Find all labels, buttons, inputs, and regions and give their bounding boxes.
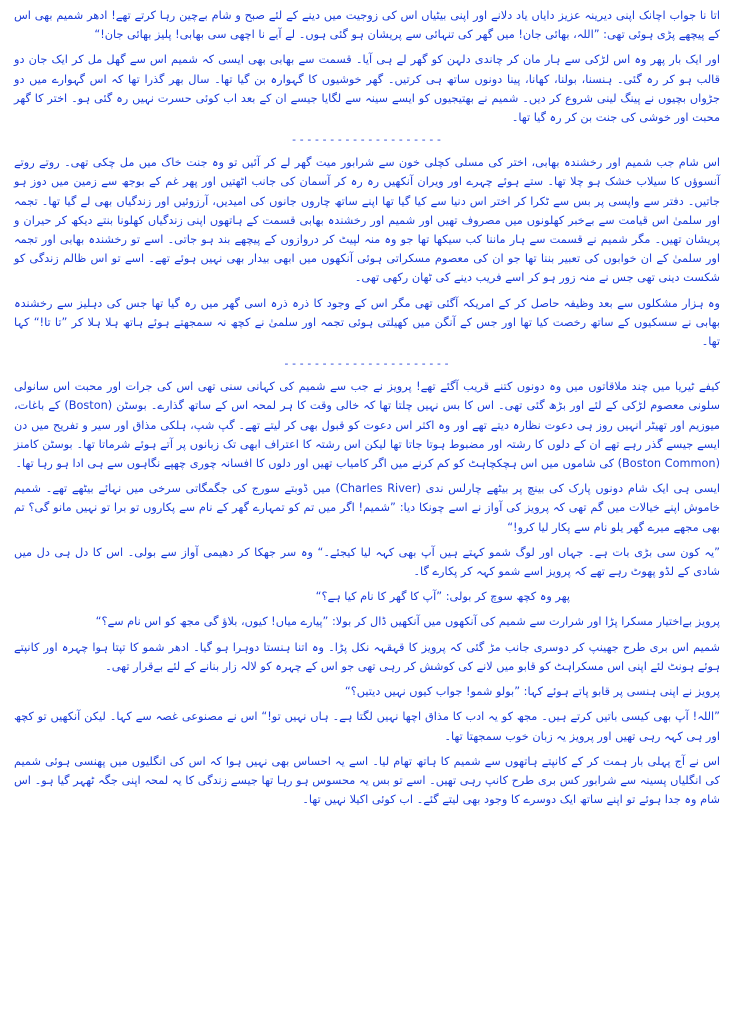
paragraph-1: اتا نا جواب اچانک اپنی دیرینہ عزیز دایاں یاد دلانے اور اپنی بیٹیاں اس کی زوجیت میں دینے کے لئے صبح و شام بےچین رہا کرتے تھے! ادھر شمیم بھی اس کے پیچھے پڑی ہوئی تھی: ”اللہ، بھائی جان! میں گھر کی تنہائی سے پریشان ہو گئی ہوں۔ لے آیے نا اچھی سی بھابی! پلیز بھائی جان!“ (14, 9, 720, 42)
paragraph-12: اس نے آج پہلی بار ہمت کر کے کانپتے ہاتھوں سے شمیم کا ہاتھ تھام لیا۔ اسے یہ احساس بھی نہیں ہوا کہ اس کی انگلیوں میں پھنسی ہوئی شمیم کی انگلیاں پسینہ سے شرابور کس بری طرح کانپ رہی تھیں۔ اسے تو بس یہ محسوس ہو رہا تھا جیسے زندگی کا یہ لمحہ اپنی جگہ ٹھہر گیا ہو۔ اس شام وہ جدا ہوئے تو اپنے ساتھ ایک دوسرے کا وجود بھی لیتے گئے۔ اب کوئی اکیلا نہیں تھا۔ (14, 754, 720, 807)
paragraph-6: ایسی ہی ایک شام دونوں پارک کی بینچ پر بیٹھے چارلس ندی (Charles River) میں ڈوبتے سورج کی جگمگاتی سرخی میں نہائے بیٹھے تھے۔ شمیم خاموش اپنے خیالات میں گم تھی کہ پرویز کی آواز نے اسے چونکا دیا: ”شمیم! اگر میں تم کو تمہارے گھر کے نام سے پکاروں تو برا تو نہیں مانو گی؟ تم بھی مجھے میرے گھر یلو نام سے پکار لیا کرو!“ (14, 482, 720, 534)
section-separator-1: -------------------- (290, 133, 444, 147)
dialog-line-1: پھر وہ کچھ سوچ کر بولی: ”آپ کا گھر کا نام کیا ہے؟“ (315, 590, 570, 604)
paragraph-8: پرویز بےاختیار مسکرا پڑا اور شرارت سے شمیم کی آنکھوں میں آنکھیں ڈال کر بولا: ”پیارے میاں! کیوں، بلاؤ گی مجھ کو اس نام سے؟“ (95, 615, 720, 629)
paragraph-4: وہ ہزار مشکلوں سے بعد وظیفہ حاصل کر کے امریکہ آگئی تھی مگر اس کے وجود کا ذرہ ذرہ اسی گھر میں رہ گیا تھا جس کی دہلیز سے رخشندہ بھابی نے سسکیوں کے ساتھ رخصت کیا تھا اور جس کے آنگن میں کھیلتی ہوئی تجمہ اور سلمیٰ نے کچھ نہ سمجھتے ہوئے ہاتھ ہلا ہلا کر ”تا تا!“ کہا تھا۔ (14, 296, 720, 349)
paragraph-10: پرویز نے اپنی ہنسی پر قابو پاتے ہوئے کہا: ”بولو شمو! جواب کیوں نہیں دیتیں؟“ (344, 685, 720, 699)
paragraph-3: اس شام جب شمیم اور رخشندہ بھابی، اختر کی مسلی کچلی خون سے شرابور میت گھر لے کر آئیں تو وہ جنت خاک میں مل چکی تھی۔ روتے روتے آنسوؤں کا سیلاب خشک ہو چلا تھا۔ ستے ہوئے چہرے اور ویران آنکھیں رہ رہ کر آسمان کی جانب اٹھتیں اور پھر غم کے بوجھ سے زمین میں دوز ہو جاتیں۔ دفتر سے واپسی پر بس سے ٹکرا کر اختر اس دنیا سے کیا گیا تھا اپنے ساتھ چاروں جانوں کی امیدیں، آرزوئیں اور زندگیاں بھی لے گیا تھا۔ تجمہ اور سلمیٰ اس قیامت سے بےخبر کھلونوں میں مصروف تھیں اور شمیم اور رخشندہ بھابی قسمت کے ہاتھوں اپنی زندگیاں کھلونا بنتے دیکھ کر حیران و پریشان تھیں۔ مگر شمیم نے قسمت سے ہار ماننا کب سیکھا تھا جو وہ منہ لپیٹ کر دروازوں کے پیچھے بند ہو جاتی۔ اسے تو رخشندہ بھابی اور تجمہ اور سلمیٰ کے ان خوابوں کی تعبیر بننا تھا جو ان کی معصوم مسکراتی ہوئی آنکھوں میں ابھی بیدار بھی نہیں ہوئے تھے۔ اسے تو اس ظالم زندگی کو شکست دینی تھی جس نے منہ زور ہو کر اسے فریب دینے کی ٹھان رکھی تھی۔ (14, 156, 720, 285)
section-separator-2: ---------------------- (283, 357, 451, 371)
paragraph-9: شمیم اس بری طرح جھینپ کر دوسری جانب مڑ گئی کہ پرویز کا قہقہہ نکل پڑا۔ وہ اتنا ہنستا دوہرا ہو گیا۔ ادھر شمو کا تپتا ہوا چہرہ اور کانپتے ہوئے ہونٹ لئے اپنی اس مسکراہٹ کو قابو میں لانے کی کوشش کر رہی تھی جو اس کے چہرہ کو لالہ زار بنانے کے لئے بےقرار تھی۔ (14, 640, 720, 673)
paragraph-11: ”اللہ! آپ بھی کیسی باتیں کرتے ہیں۔ مجھ کو یہ ادب کا مذاق اچھا نہیں لگتا ہے۔ ہاں نہیں تو!“ اس نے مصنوعی غصہ سے کہا۔ لیکن آنکھیں تو کچھ اور ہی کہہ رہی تھیں اور پرویز یہ زبان خوب سمجھتا تھا۔ (14, 710, 720, 743)
paragraph-2: اور ایک بار پھر وہ اس لڑکی سے ہار مان کر چاندی دلہن کو گھر لے ہی آیا۔ قسمت سے بھابی بھی ایسی کہ شمیم اس سے گھل مل کر ایک جان دو قالب ہو کر رہ گئی۔ ہنسنا، بولنا، کھانا، پینا دونوں ساتھ ہی کرتیں۔ گھر خوشیوں کا گہوارہ بن گیا تھا۔ سال بھر گذرا تھا کہ اس گہوارے میں دو جڑواں بچیوں نے پینگ لینی شروع کر دیں۔ شمیم نے بھتیجیوں کو ایسے سینہ سے لگایا جیسے ان کے بعد اب کوئی حسرت نہیں رہ گئی ہو۔ اختر کا گھر محبت اور خوشی کی جنت بن کر رہ گیا تھا۔ (14, 53, 720, 125)
paragraph-5: کیفے ٹیریا میں چند ملاقاتوں میں وہ دونوں کتنے قریب آگئے تھے! پرویز نے جب سے شمیم کی کہانی سنی تھی اس کی جرات اور محبت اس سانولی سلونی معصوم لڑکی کے لئے اور بڑھ گئی تھی۔ اس کا بس نہیں چلتا تھا کہ خالی وقت کا ہر لمحہ اس کے ساتھ گذارے۔ بوسٹن (Boston) کے باغات، میوزیم اور تھیٹر انہیں روز ہی دعوت نظارہ دیتے تھے اور وہ اکثر اس دعوت کو قبول بھی کر لیتے تھے۔ گپ شپ، ہلکی مذاق اور سیر و تفریح میں دن ایسے جیسے گذر رہے تھے ان کے دلوں کا رشتہ اور مضبوط ہوتا جاتا تھا لیکن اس رشتہ کا اعتراف ابھی تک زبانوں پر آتے ہوئے شرماتا تھا۔ بوسٹن کامنز (Boston Common) کی شاموں میں اس ہچکچاہٹ کو کم کرنے میں اگر کامیاب تھیں اور دلوں کا افسانہ چوری چھپے نگاہوں سے ہی ادا ہو رہا تھا۔ (14, 380, 720, 471)
paragraph-7: ”یہ کون سی بڑی بات ہے۔ جہاں اور لوگ شمو کہتے ہیں آپ بھی کہہ لیا کیجئے۔“ وہ سر جھکا کر دھیمی آواز سے بولی۔ اس کا دل ہی دل میں شادی کے لڈو پھوٹ رہے تھے کہ پرویز اسے شمو کہہ کر پکارے گا۔ (14, 545, 720, 579)
